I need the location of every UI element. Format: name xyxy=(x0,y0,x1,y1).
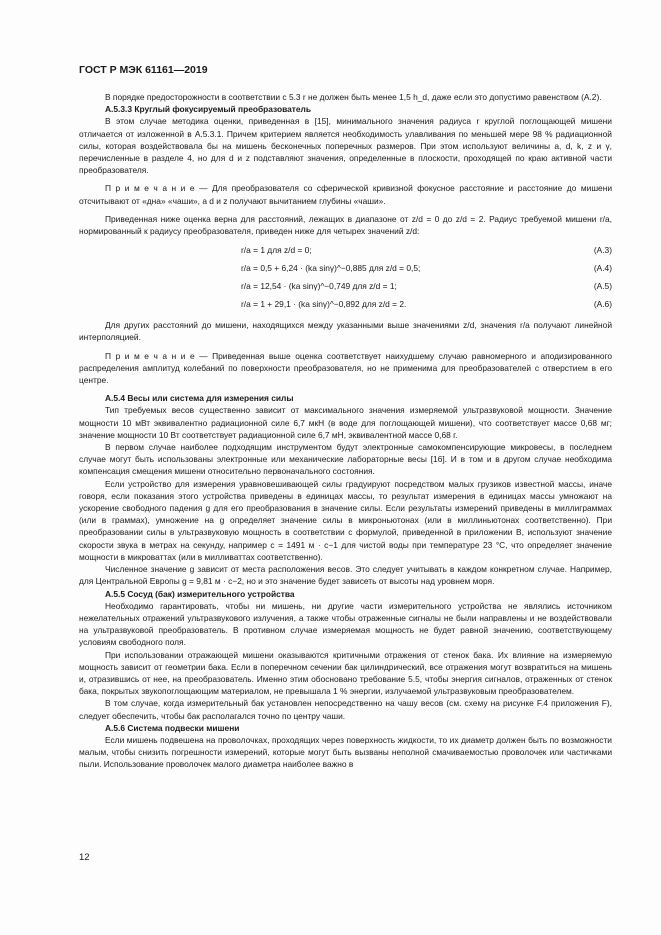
equation-a5 xyxy=(79,277,612,295)
section-heading-a533: A.5.3.3 Круглый фокусируемый преобразователь xyxy=(105,104,312,115)
equation-formula: r/a = 0,5 + 6,24 · (ka sinγ)^−0,885 для z/d = 0,5; xyxy=(241,263,421,274)
equation-a3 xyxy=(79,241,612,259)
paragraph-8: Численное значение g зависит от места расположения весов. Это следует учитывать в каждом конкретном случае. Например, для Центральной Европы g = 9,81 м · c−2, но и это значение будет зависеть от высоты над уровнем моря. xyxy=(79,564,612,587)
equation-formula: r/a = 12,54 · (ka sinγ)^−0,749 для z/d = 1; xyxy=(241,281,397,292)
section-heading-a54: A.5.4 Весы или система для измерения силы xyxy=(105,393,294,404)
paragraph-4: Для других расстояний до мишени, находящихся между указанными выше значениями z/d, значения r/a получают линейной интерполяцией. xyxy=(79,320,612,343)
equation-formula: r/a = 1 + 29,1 · (ka sinγ)^−0,892 для z/d = 2. xyxy=(241,299,407,310)
page-number: 12 xyxy=(79,852,90,863)
equation-a6 xyxy=(79,295,612,313)
equation-list xyxy=(79,241,612,313)
section-heading-a56: A.5.6 Система подвески мишени xyxy=(105,722,240,733)
paragraph-11: В том случае, когда измерительный бак установлен непосредственно на чашу весов (см. схему на рисунке F.4 приложения F), следует обеспечить, чтобы бак располагался точно по центру чаши. xyxy=(79,698,612,721)
document-header: ГОСТ Р МЭК 61161—2019 xyxy=(79,64,208,76)
equation-number: (A.4) xyxy=(593,263,612,274)
paragraph-12: Если мишень подвешена на проволочках, проходящих через поверхность жидкости, то их диаметр должен быть по возможности малым, чтобы снизить погрешности измерений, которые могут быть вызваны неполной смачиваемостью проволочек или частичками пыли. Использование проволочек малого диаметра наиболее важно в xyxy=(79,734,612,770)
page-body xyxy=(79,91,612,771)
paragraph-10: При использовании отражающей мишени оказываются критичными отражения от стенок бака. Их влияние на измеряемую мощность зависит от геометрии бака. Если в поперечном сечении бак цилиндрический, все отражения могут возвратиться на мишень и, отразившись от нее, на преобразователь. Именно этим обосновано требование 5.5, чтобы энергия сигналов, отраженных от стенок бака, покрытых звукопоглощающим материалом, не превышала 1 % энергии, излучаемой ультразвуковым преобразователем. xyxy=(79,649,612,697)
section-heading-a55: A.5.5 Сосуд (бак) измерительного устройства xyxy=(105,588,295,599)
paragraph-1: В порядке предосторожности в соответствии с 5.3 r не должен быть менее 1,5 h_d, даже если это допустимо равенством (A.2). xyxy=(105,92,602,102)
equation-number: (A.5) xyxy=(593,281,612,292)
equation-number: (A.3) xyxy=(593,245,612,256)
paragraph-3: Приведенная ниже оценка верна для расстояний, лежащих в диапазоне от z/d = 0 до z/d = 2. Радиус требуемой мишени r/a, нормированный к радиусу преобразователя, приведен ниже для четырех значений z/d: xyxy=(79,213,612,237)
paragraph-5: Тип требуемых весов существенно зависит от максимального значения измеряемой ультразвуковой мощности. Значение мощности 10 мВт эквивалентно радиационной силе 6,7 мкН (в воде для поглощающей мишени), что соответствует массе 0,68 мг; значение мощности 10 Вт соответствует радиационной силе 6,7 мН, эквивалентной массе 0,68 г. xyxy=(79,405,612,440)
note-1: П р и м е ч а н и е — Для преобразователя со сферической кривизной фокусное расстояние и расстояние до мишени отсчитывают от «дна» «чаши», а d и z получают вычитанием глубины «чаши». xyxy=(79,183,612,206)
equation-formula: r/a = 1 для z/d = 0; xyxy=(241,245,312,256)
paragraph-2: В этом случае методика оценки, приведенная в [15], минимального значения радиуса r круглой поглощающей мишени отличается от изложенной в A.5.3.1. Причем критерием является необходимость улавливания по меньшей мере 98 % радиационной силы, которая воздействовала бы на мишень бесконечных поперечных размеров. При этом используют величины a, d, k, z и γ, перечисленные в разделе 4, но для d и z подставляют значения, определенные в плоскости, проходящей по краю активной части преобразователя. xyxy=(79,116,612,176)
note-2: П р и м е ч а н и е — Приведенная выше оценка соответствует наихудшему случаю равномерного и аподизированного распределения амплитуд колебаний по поверхности преобразователя, но не применима для преобразователей с отверстием в его центре. xyxy=(79,350,612,386)
paragraph-7: Если устройство для измерения уравновешивающей силы градуируют посредством малых грузиков известной массы, иначе говоря, если показания этого устройства приведены в единицах массы, то результат измерения в единицах массы умножают на ускорение свободного падения g для его преобразования в значение силы. Если результаты измерений приведены в миллиграммах (или в граммах), умножение на g определяет значение силы в микроньютонах (или в миллиньютонах соответственно). При преобразовании силы в ультразвуковую мощность в соответствии с формулой, приведенной в приложении B, используют значение скорости звука в метрах на секунду, например c = 1491 м · c−1 для чистой воды при температуре 23 °C, что определяет значение мощности в микроваттах (или в милливаттах соответственно). xyxy=(79,478,612,562)
paragraph-9: Необходимо гарантировать, чтобы ни мишень, ни другие части измерительного устройства не являлись источником нежелательных отражений ультразвукового излучения, а также чтобы отраженные сигналы не были направлены и не воздействовали на ультразвуковой преобразователь. В противном случае измеряемая мощность не будет равной значению, соответствующему условиям свободного поля. xyxy=(79,600,612,648)
equation-number: (A.6) xyxy=(593,299,612,310)
paragraph-6: В первом случае наиболее подходящим инструментом будут электронные самокомпенсирующие микровесы, в последнем случае могут быть использованы электронные или механические лабораторные весы [16]. И в том и в другом случае необходима компенсация смещения мишени относительно первоначального состояния. xyxy=(79,442,612,477)
equation-a4 xyxy=(79,259,612,277)
